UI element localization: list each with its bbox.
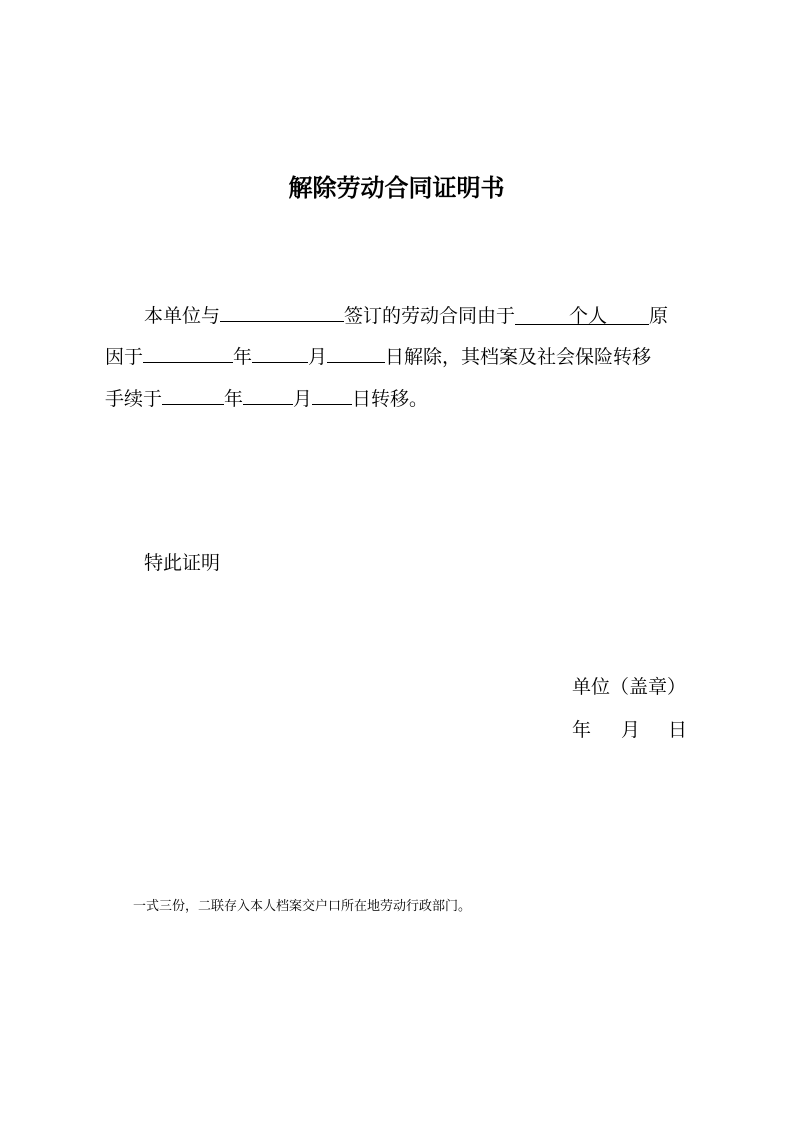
- termination-month-blank[interactable]: [252, 340, 308, 363]
- body-line-2: [105, 340, 651, 371]
- termination-year-blank[interactable]: [143, 340, 233, 363]
- text-month: 月: [293, 388, 313, 410]
- transfer-year-blank[interactable]: [162, 382, 224, 405]
- text-termination-suffix: 日解除，其档案及社会保险转移: [385, 346, 652, 368]
- transfer-day-blank[interactable]: [312, 382, 352, 405]
- text-reason-suffix: 原: [649, 305, 669, 327]
- signature-date: [572, 716, 687, 744]
- text-month: 月: [308, 346, 328, 368]
- text-year: 年: [224, 388, 244, 410]
- text-transfer-suffix: 日转移。: [352, 388, 429, 410]
- termination-reason-blank[interactable]: [515, 302, 649, 325]
- text-procedure-at: 手续于: [105, 388, 163, 410]
- date-day-label: 日: [668, 719, 688, 741]
- termination-reason-value: 个人: [569, 305, 608, 327]
- footnote: 一式三份，二联存入本人档案交户口所在地劳动行政部门。: [133, 899, 472, 914]
- transfer-month-blank[interactable]: [243, 382, 293, 405]
- termination-day-blank[interactable]: [327, 340, 385, 363]
- closing-statement: 特此证明: [144, 552, 221, 574]
- unit-seal-label: 单位（盖章）: [572, 676, 687, 698]
- body-line-3: [105, 382, 428, 413]
- date-year-label: 年: [572, 719, 592, 741]
- text-year: 年: [233, 346, 253, 368]
- text-contract-reason: 签订的劳动合同由于: [344, 305, 516, 327]
- body-line-1: [144, 299, 668, 330]
- text-reason-because: 因于: [105, 346, 144, 368]
- date-month-label: 月: [621, 719, 641, 741]
- employee-name-blank[interactable]: [220, 299, 344, 322]
- page-title: 解除劳动合同证明书: [288, 173, 505, 202]
- text-unit-with: 本单位与: [144, 305, 221, 327]
